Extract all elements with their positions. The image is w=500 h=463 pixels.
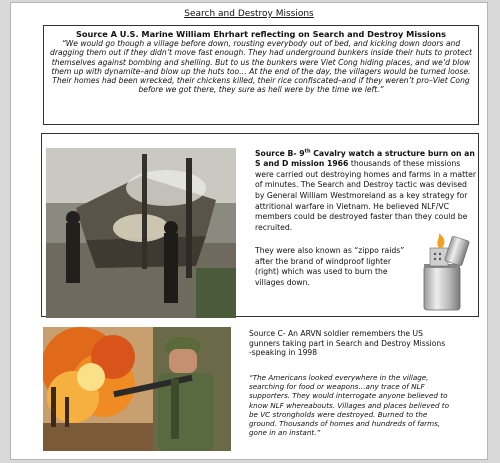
source-b-lead: Source B- 9th Cavalry watch a structure burn on an S and D mission 1966: [255, 148, 475, 169]
source-a-heading: Source A U.S. Marine William Ehrhart reflecting on Search and Destroy Missions: [75, 29, 447, 39]
source-b-text: [255, 146, 477, 233]
flamethrower-soldier-photo: [43, 327, 231, 451]
zippo-raids-text: They were also known as “zippo raids” after the brand of windproof lighter (right) which was used to burn the villages down.: [255, 246, 405, 287]
worksheet-page: [10, 2, 488, 460]
page-title: Search and Destroy Missions: [184, 9, 314, 19]
source-a-quote: “We would go though a village before down, rousting everybody out of bed, and kicking down doors and dragging them out if they didn’t move fast enough. They had underground bunkers inside their huts to protect themselves against bombing and shelling. But to us the bunkers were Viet Cong hiding places, and we’d blow them up with dynamite–and blow up the huts too… At the end of the day, the villagers would be turned loose. Their homes had been wrecked, their chickens killed, their rice confiscated–and if they weren’t pro–Viet Cong before we got there, they sure as hell were by the time we left.”: [50, 39, 472, 95]
source-b-body: thousands of these missions were carried out destroying homes and farms in a matter of minutes. The Search and Destroy tactic was devised by General William Westmoreland as a key strategy for attritional warfare in Vietnam. He believed NLF/VC members could be destroyed faster than they could be recruited.: [255, 159, 476, 232]
source-c-caption: Source C- An ARVN soldier remembers the US gunners taking part in Search and Destroy Missions -speaking in 1998: [249, 329, 446, 358]
source-b-panel: [41, 133, 479, 317]
burning-hut-photo: [46, 148, 236, 318]
zippo-lighter-image: [410, 232, 472, 312]
source-c-quote: “The Americans looked everywhere in the village, searching for food or weapons…any trace of NLF supporters. They would interrogate anyone believed to know NLF whereabouts. Villages and places believed to be VC strongholds were destroyed. Burned to the ground. Thousands of homes and hundreds of farms, gone in an instant.”: [249, 373, 450, 438]
source-a-box: [43, 25, 479, 125]
source-c-panel: [41, 325, 479, 455]
